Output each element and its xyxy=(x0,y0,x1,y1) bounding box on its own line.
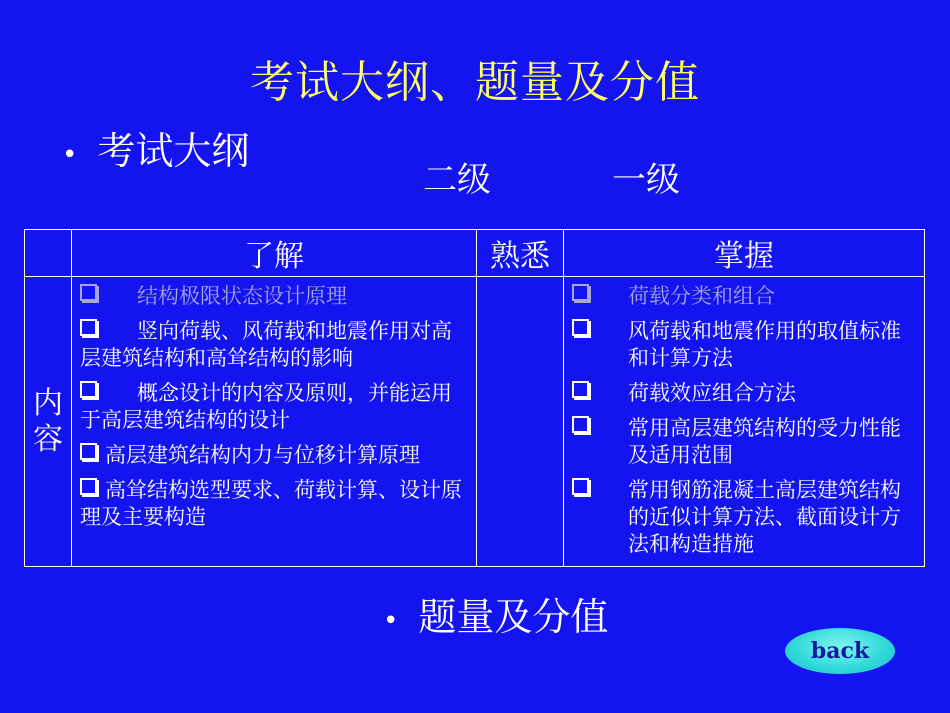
checkbox-icon xyxy=(80,319,97,336)
list-item-text: 荷载分类和组合 xyxy=(628,284,775,308)
list-item-text: 常用高层建筑结构的受力性能及适用范围 xyxy=(628,416,901,467)
checkbox-icon xyxy=(80,478,97,495)
checkbox-icon xyxy=(572,284,589,301)
familiar-cell xyxy=(477,277,564,567)
understand-cell xyxy=(72,277,477,567)
checkbox-icon xyxy=(572,478,589,495)
list-item-text: 概念设计的内容及原则，并能运用于高层建筑结构的设计 xyxy=(80,381,452,432)
list-item-text: 竖向荷载、风荷载和地震作用对高层建筑结构和高耸结构的影响 xyxy=(80,319,452,370)
bullet-marker: • xyxy=(62,139,78,170)
list-item xyxy=(80,283,468,310)
header-empty-cell xyxy=(25,230,72,277)
table-content-row xyxy=(25,277,925,567)
list-item xyxy=(80,477,468,531)
list-item-text: 结构极限状态设计原理 xyxy=(137,284,347,308)
list-item xyxy=(572,283,916,310)
list-item-text: 常用钢筋混凝土高层建筑结构的近似计算方法、截面设计方法和构造措施 xyxy=(628,478,901,556)
list-item xyxy=(80,380,468,434)
header-familiar: 熟悉 xyxy=(477,230,564,277)
master-cell xyxy=(564,277,925,567)
row-label-text: 内容 xyxy=(33,385,63,457)
list-item-text: 高层建筑结构内力与位移计算原理 xyxy=(105,443,420,467)
list-item-text: 高耸结构选型要求、荷载计算、设计原理及主要构造 xyxy=(80,478,462,529)
list-item xyxy=(572,477,916,558)
checkbox-icon xyxy=(80,443,97,460)
list-item xyxy=(80,442,468,469)
checkbox-icon xyxy=(572,416,589,433)
back-button[interactable]: back xyxy=(785,628,895,674)
list-item-text: 荷载效应组合方法 xyxy=(628,381,796,405)
list-item xyxy=(572,415,916,469)
row-label-content xyxy=(25,277,72,567)
bullet-score xyxy=(383,586,608,641)
bullet-score-label: 题量及分值 xyxy=(418,595,609,639)
list-item xyxy=(572,318,916,372)
list-item xyxy=(80,318,468,372)
list-item-text: 风荷载和地震作用的取值标准和计算方法 xyxy=(628,319,901,370)
level-2-label: 二级 xyxy=(423,160,491,200)
header-understand: 了解 xyxy=(72,230,477,277)
checkbox-icon xyxy=(80,284,97,301)
checkbox-icon xyxy=(572,319,589,336)
checkbox-icon xyxy=(80,381,97,398)
list-item xyxy=(572,380,916,407)
syllabus-table xyxy=(24,229,925,567)
table-header-row xyxy=(25,230,925,277)
bullet-marker: • xyxy=(383,605,399,636)
level-1-label: 一级 xyxy=(612,160,680,200)
bullet-syllabus-label: 考试大纲 xyxy=(97,129,250,173)
header-master: 掌握 xyxy=(564,230,925,277)
slide-title: 考试大纲、题量及分值 xyxy=(250,57,700,108)
bullet-syllabus xyxy=(62,120,249,175)
checkbox-icon xyxy=(572,381,589,398)
